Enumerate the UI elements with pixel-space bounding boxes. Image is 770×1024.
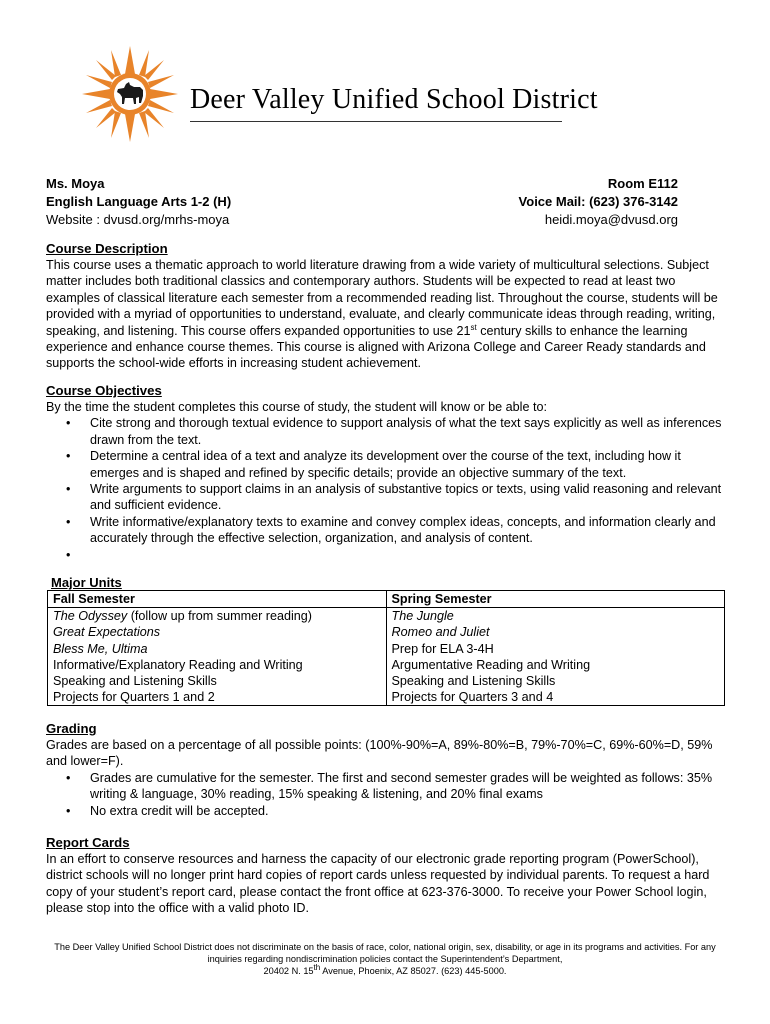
district-name: Deer Valley Unified School District	[190, 84, 598, 115]
course-description-text: This course uses a thematic approach to world literature drawing from a wide variety of multicultural selections. Subject matter includes both traditional classics and contemporary authors. Students will be expected to read at least two examples of classical literature each semester from a recommended reading list. Throughout the course, students will be provided with a myriad of opportunities to understand, evaluate, and clearly communicate ideas through reading, writing, speaking, and listening. This course offers expanded opportunities to use 21st century skills to enhance the learning experience and enhance course themes. This course is aligned with Arizona College and Career Ready standards and supports the school-wide efforts in increasing student achievement.	[46, 258, 718, 371]
grading-title: Grading	[46, 721, 97, 736]
district-logo	[80, 44, 180, 144]
list-item: • Write arguments to support claims in an analysis of substantive topics or texts, using valid reasoning and relevant and sufficient evidence.	[90, 481, 730, 514]
fall-cell: Informative/Explanatory Reading and Writing	[48, 657, 387, 673]
course-description-title: Course Description	[46, 241, 168, 256]
table-row	[48, 624, 725, 640]
course-name: English Language Arts 1-2 (H)	[46, 194, 232, 209]
list-item: • Write informative/explanatory texts to examine and convey complex ideas, concepts, and information clearly and accurately through the effective selection, organization, and analysis of content.	[90, 514, 730, 547]
report-cards-title: Report Cards	[46, 835, 130, 850]
teacher-info	[46, 175, 231, 229]
list-item: • Determine a central idea of a text and analyze its development over the course of the text, including how it emerges and is shaped and refined by specific details; provide an objective summary of the text.	[90, 448, 730, 481]
list-item: • No extra credit will be accepted.	[90, 803, 730, 819]
fall-header: Fall Semester	[48, 591, 387, 608]
table-row	[48, 689, 725, 706]
spring-cell: Prep for ELA 3-4H	[386, 641, 725, 657]
table-row	[48, 641, 725, 657]
grading-list	[46, 770, 730, 819]
nondiscrimination-footer	[50, 941, 720, 977]
objectives-intro: By the time the student completes this course of study, the student will know or be able to:	[46, 400, 547, 414]
grading-section	[46, 720, 730, 819]
footer-address: 20402 N. 15th Avenue, Phoenix, AZ 85027. (623) 445-5000.	[263, 962, 507, 976]
list-item: • Cite strong and thorough textual evidence to support analysis of what the text says explicitly as well as inferences drawn from the text.	[90, 415, 730, 448]
footer-line1: The Deer Valley Unified School District does not discriminate on the basis of race, color, national origin, sex, disability, or age in its programs and activities. For any inquiries regarding nondiscrimination policies contact the Superintendent’s Department,	[54, 942, 716, 964]
room-number: Room E112	[607, 176, 678, 191]
teacher-email[interactable]: heidi.moya@dvusd.org	[544, 212, 678, 227]
list-item-empty	[90, 547, 730, 563]
grading-text: Grades are based on a percentage of all possible points: (100%-90%=A, 89%-80%=B, 79%-70%=C, 69%-60%=D, 59% and lower=F).	[46, 738, 713, 769]
course-objectives-title: Course Objectives	[46, 383, 162, 398]
teacher-website[interactable]: Website : dvusd.org/mrhs-moya	[46, 212, 230, 227]
fall-cell: The Odyssey (follow up from summer reading)	[48, 608, 387, 625]
table-header-row	[48, 591, 725, 608]
table-row	[48, 608, 725, 625]
fall-cell: Speaking and Listening Skills	[48, 673, 387, 689]
contact-info	[519, 175, 678, 229]
spring-cell: Romeo and Juliet	[386, 624, 725, 640]
major-units-title: Major Units	[51, 575, 122, 590]
spring-cell: The Jungle	[386, 608, 725, 625]
spring-cell: Projects for Quarters 3 and 4	[386, 689, 725, 706]
header-rule	[190, 121, 562, 122]
table-row	[48, 657, 725, 673]
major-units-table	[47, 590, 725, 706]
list-item: • Grades are cumulative for the semester. The first and second semester grades will be weighted as follows: 35% writing & language, 30% reading, 15% speaking & listening, and 20% final exams	[90, 770, 730, 803]
course-description-section	[46, 240, 730, 372]
fall-cell: Bless Me, Ultima	[48, 641, 387, 657]
fall-cell: Great Expectations	[48, 624, 387, 640]
spring-cell: Argumentative Reading and Writing	[386, 657, 725, 673]
table-row	[48, 673, 725, 689]
fall-cell: Projects for Quarters 1 and 2	[48, 689, 387, 706]
teacher-name: Ms. Moya	[46, 176, 105, 191]
report-cards-section	[46, 834, 730, 917]
voicemail: Voice Mail: (623) 376-3142	[518, 194, 678, 209]
spring-cell: Speaking and Listening Skills	[386, 673, 725, 689]
spring-header: Spring Semester	[386, 591, 725, 608]
course-objectives-section	[46, 382, 730, 563]
objectives-list	[46, 415, 730, 563]
report-cards-text: In an effort to conserve resources and harness the capacity of our electronic grade reporting program (PowerSchool), district schools will no longer print hard copies of report cards unless requested by individual parents. To request a hard copy of your student’s report card, please contact the front office at 623-376-3000. To receive your Power School login, please stop into the office with a valid photo ID.	[46, 852, 710, 916]
